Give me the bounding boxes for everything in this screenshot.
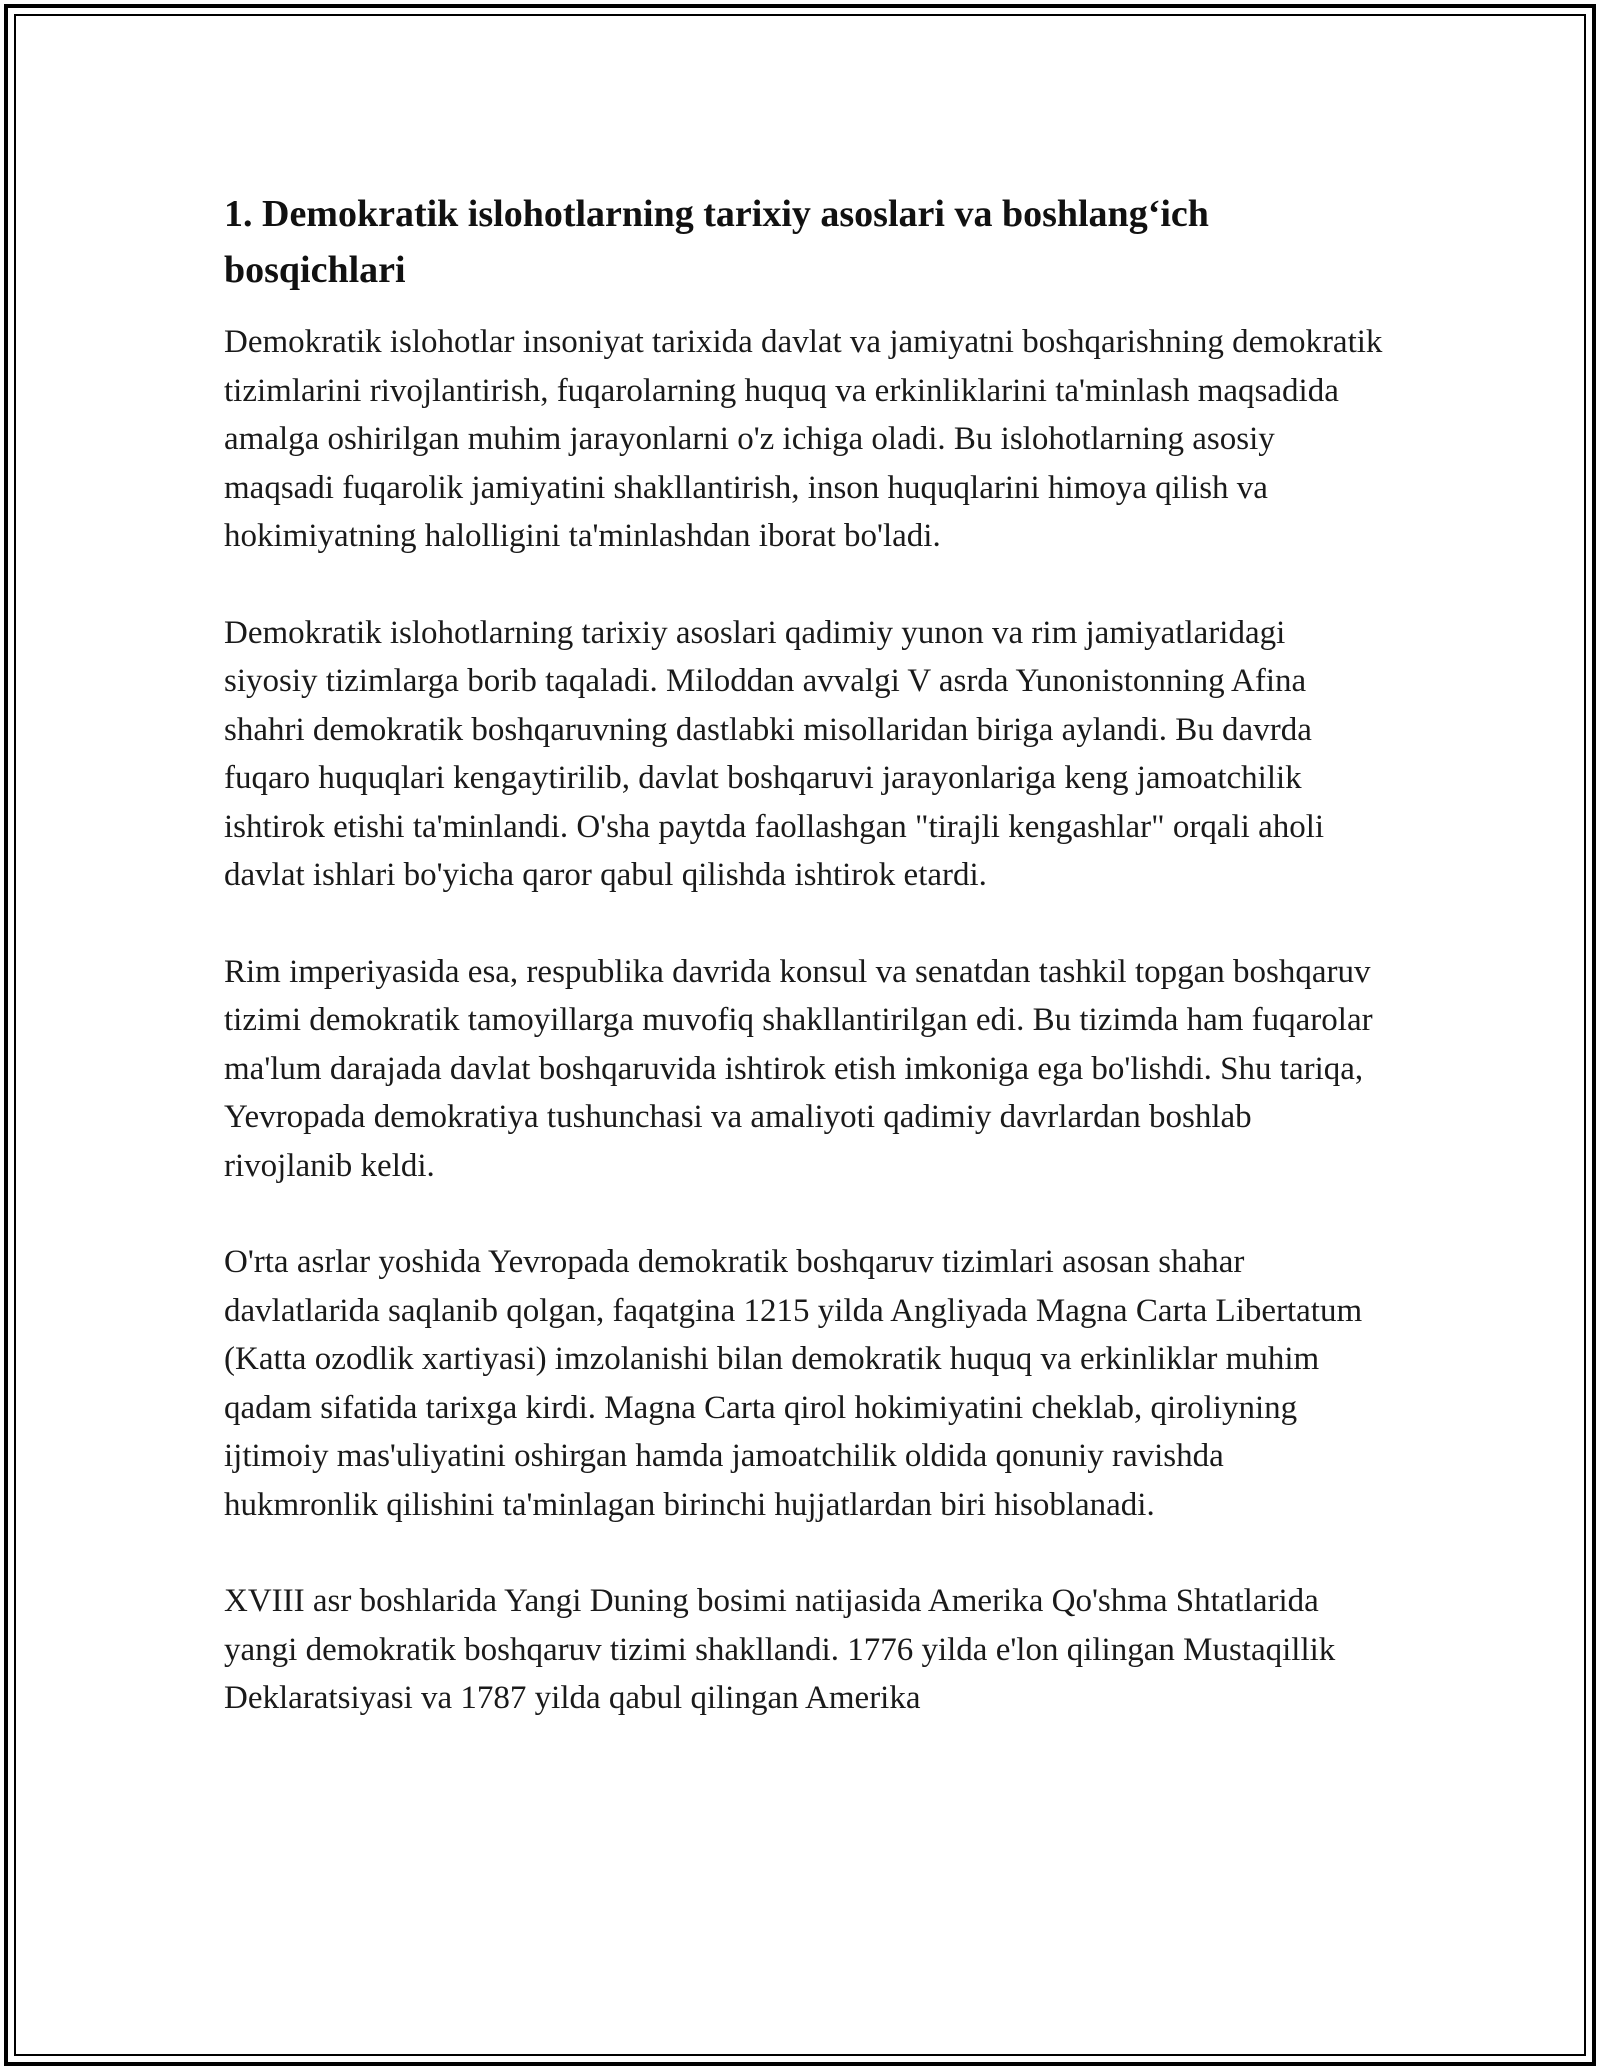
paragraph-ancient-greece: Demokratik islohotlarning tarixiy asoslari qadimiy yunon va rim jamiyatlaridagi siyosiy tizimlarga borib taqaladi. Miloddan avvalgi V asrda Yunonistonning Afina shahri demokratik boshqaruvning dastlabki misollaridan biriga aylandi. Bu davrda fuqaro huquqlari kengaytirilib, davlat boshqaruvi jarayonlariga keng jamoatchilik ishtirok etishi ta'minlandi. O'sha paytda faollashgan "tirajli kengashlar" orqali aholi davlat ishlari bo'yicha qaror qabul qilishda ishtirok etardi. [224, 614, 1325, 893]
paragraph-america: XVIII asr boshlarida Yangi Duning bosimi natijasida Amerika Qo'shma Shtatlarida yangi demokratik boshqaruv tizimi shakllandi. 1776 yilda e'lon qilingan Mustaqillik Deklaratsiyasi va 1787 yilda qabul qilingan Amerika [224, 1583, 1336, 1716]
paragraph-intro: Demokratik islohotlar insoniyat tarixida davlat va jamiyatni boshqarishning demokratik tizimlarini rivojlantirish, fuqarolarning huquq va erkinliklarini ta'minlash maqsadida amalga oshirilgan muhim jarayonlarni o'z ichiga oladi. Bu islohotlarning asosiy maqsadi fuqarolik jamiyatini shakllantirish, inson huquqlarini himoya qilish va hokimiyatning halolligini ta'minlashdan iborat bo'ladi. [224, 324, 1383, 554]
paragraph-middle-ages: O'rta asrlar yoshida Yevropada demokratik boshqaruv tizimlari asosan shahar davlatlarida saqlanib qolgan, faqatgina 1215 yilda Angliyada Magna Carta Libertatum (Katta ozodlik xartiyasi) imzolanishi bilan demokratik huquq va erkinliklar muhim qadam sifatida tarixga kirdi. Magna Carta qirol hokimiyatini cheklab, qiroliyning ijtimoiy mas'uliyatini oshirgan hamda jamoatchilik oldida qonuniy ravishda hukmronlik qilishini ta'minlagan birinchi hujjatlardan biri hisoblanadi. [224, 1244, 1363, 1523]
section-heading: 1. Demokratik islohotlarning tarixiy asoslari va boshlang‘ich bosqichlari [224, 193, 1209, 291]
document-body [224, 186, 1384, 1771]
paragraph-rome: Rim imperiyasida esa, respublika davrida konsul va senatdan tashkil topgan boshqaruv tizimi demokratik tamoyillarga muvofiq shakllantirilgan edi. Bu tizimda ham fuqarolar ma'lum darajada davlat boshqaruvida ishtirok etish imkoniga ega bo'lishdi. Shu tariqa, Yevropada demokratiya tushunchasi va amaliyoti qadimiy davrlardan boshlab rivojlanib keldi. [224, 953, 1373, 1184]
